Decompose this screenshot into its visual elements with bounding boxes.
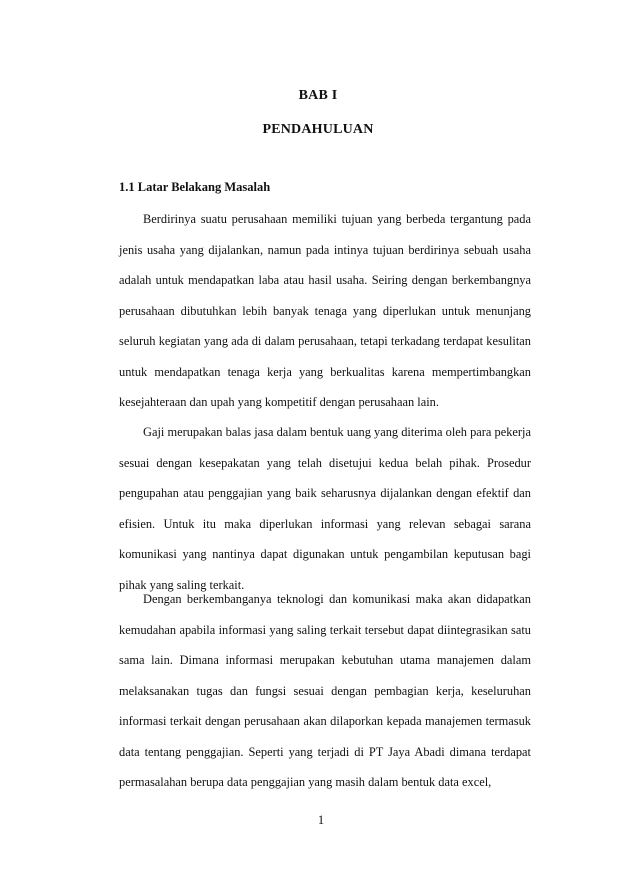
- paragraph-1: [119, 204, 531, 418]
- paragraph-text: Berdirinya suatu perusahaan memiliki tujuan yang berbeda tergantung pada jenis usaha yang dijalankan, namun pada intinya tujuan berdirinya sebuah usaha adalah untuk mendapatkan laba atau hasil usaha. Seiring dengan berkembangnya perusahaan dibutuhkan lebih banyak tenaga yang diperlukan untuk menunjang seluruh kegiatan yang ada di dalam perusahaan, tetapi terkadang terdapat kesulitan untuk mendapatkan tenaga kerja yang berkualitas karena mempertimbangkan kesejahteraan dan upah yang kompetitif dengan perusahaan lain.: [119, 212, 531, 409]
- section-heading: 1.1 Latar Belakang Masalah: [119, 180, 271, 194]
- paragraph-text: Dengan berkembanganya teknologi dan komunikasi maka akan didapatkan kemudahan apabila informasi yang saling terkait tersebut dapat diintegrasikan satu sama lain. Dimana informasi merupakan kebutuhan utama manajemen dalam melaksanakan tugas dan fungsi sesuai dengan pembagian kerja, keseluruhan informasi terkait dengan perusahaan akan dilaporkan kepada manajemen termasuk data tentang penggajian. Seperti yang terjadi di PT Jaya Abadi dimana terdapat permasalahan berupa data penggajian yang masih dalam bentuk data excel,: [119, 592, 531, 789]
- paragraph-text: Gaji merupakan balas jasa dalam bentuk uang yang diterima oleh para pekerja sesuai dengan kesepakatan yang telah disetujui kedua belah pihak. Prosedur pengupahan atau penggajian yang baik seharusnya dijalankan dengan efektif dan efisien. Untuk itu maka diperlukan informasi yang relevan sebagai sarana komunikasi yang nantinya dapat digunakan untuk pengambilan keputusan bagi pihak yang saling terkait.: [119, 425, 531, 592]
- page-number: 1: [317, 813, 325, 827]
- paragraph-2: [119, 417, 531, 600]
- chapter-number: BAB I: [298, 88, 338, 103]
- paragraph-3: [119, 584, 531, 798]
- chapter-title: PENDAHULUAN: [262, 122, 374, 137]
